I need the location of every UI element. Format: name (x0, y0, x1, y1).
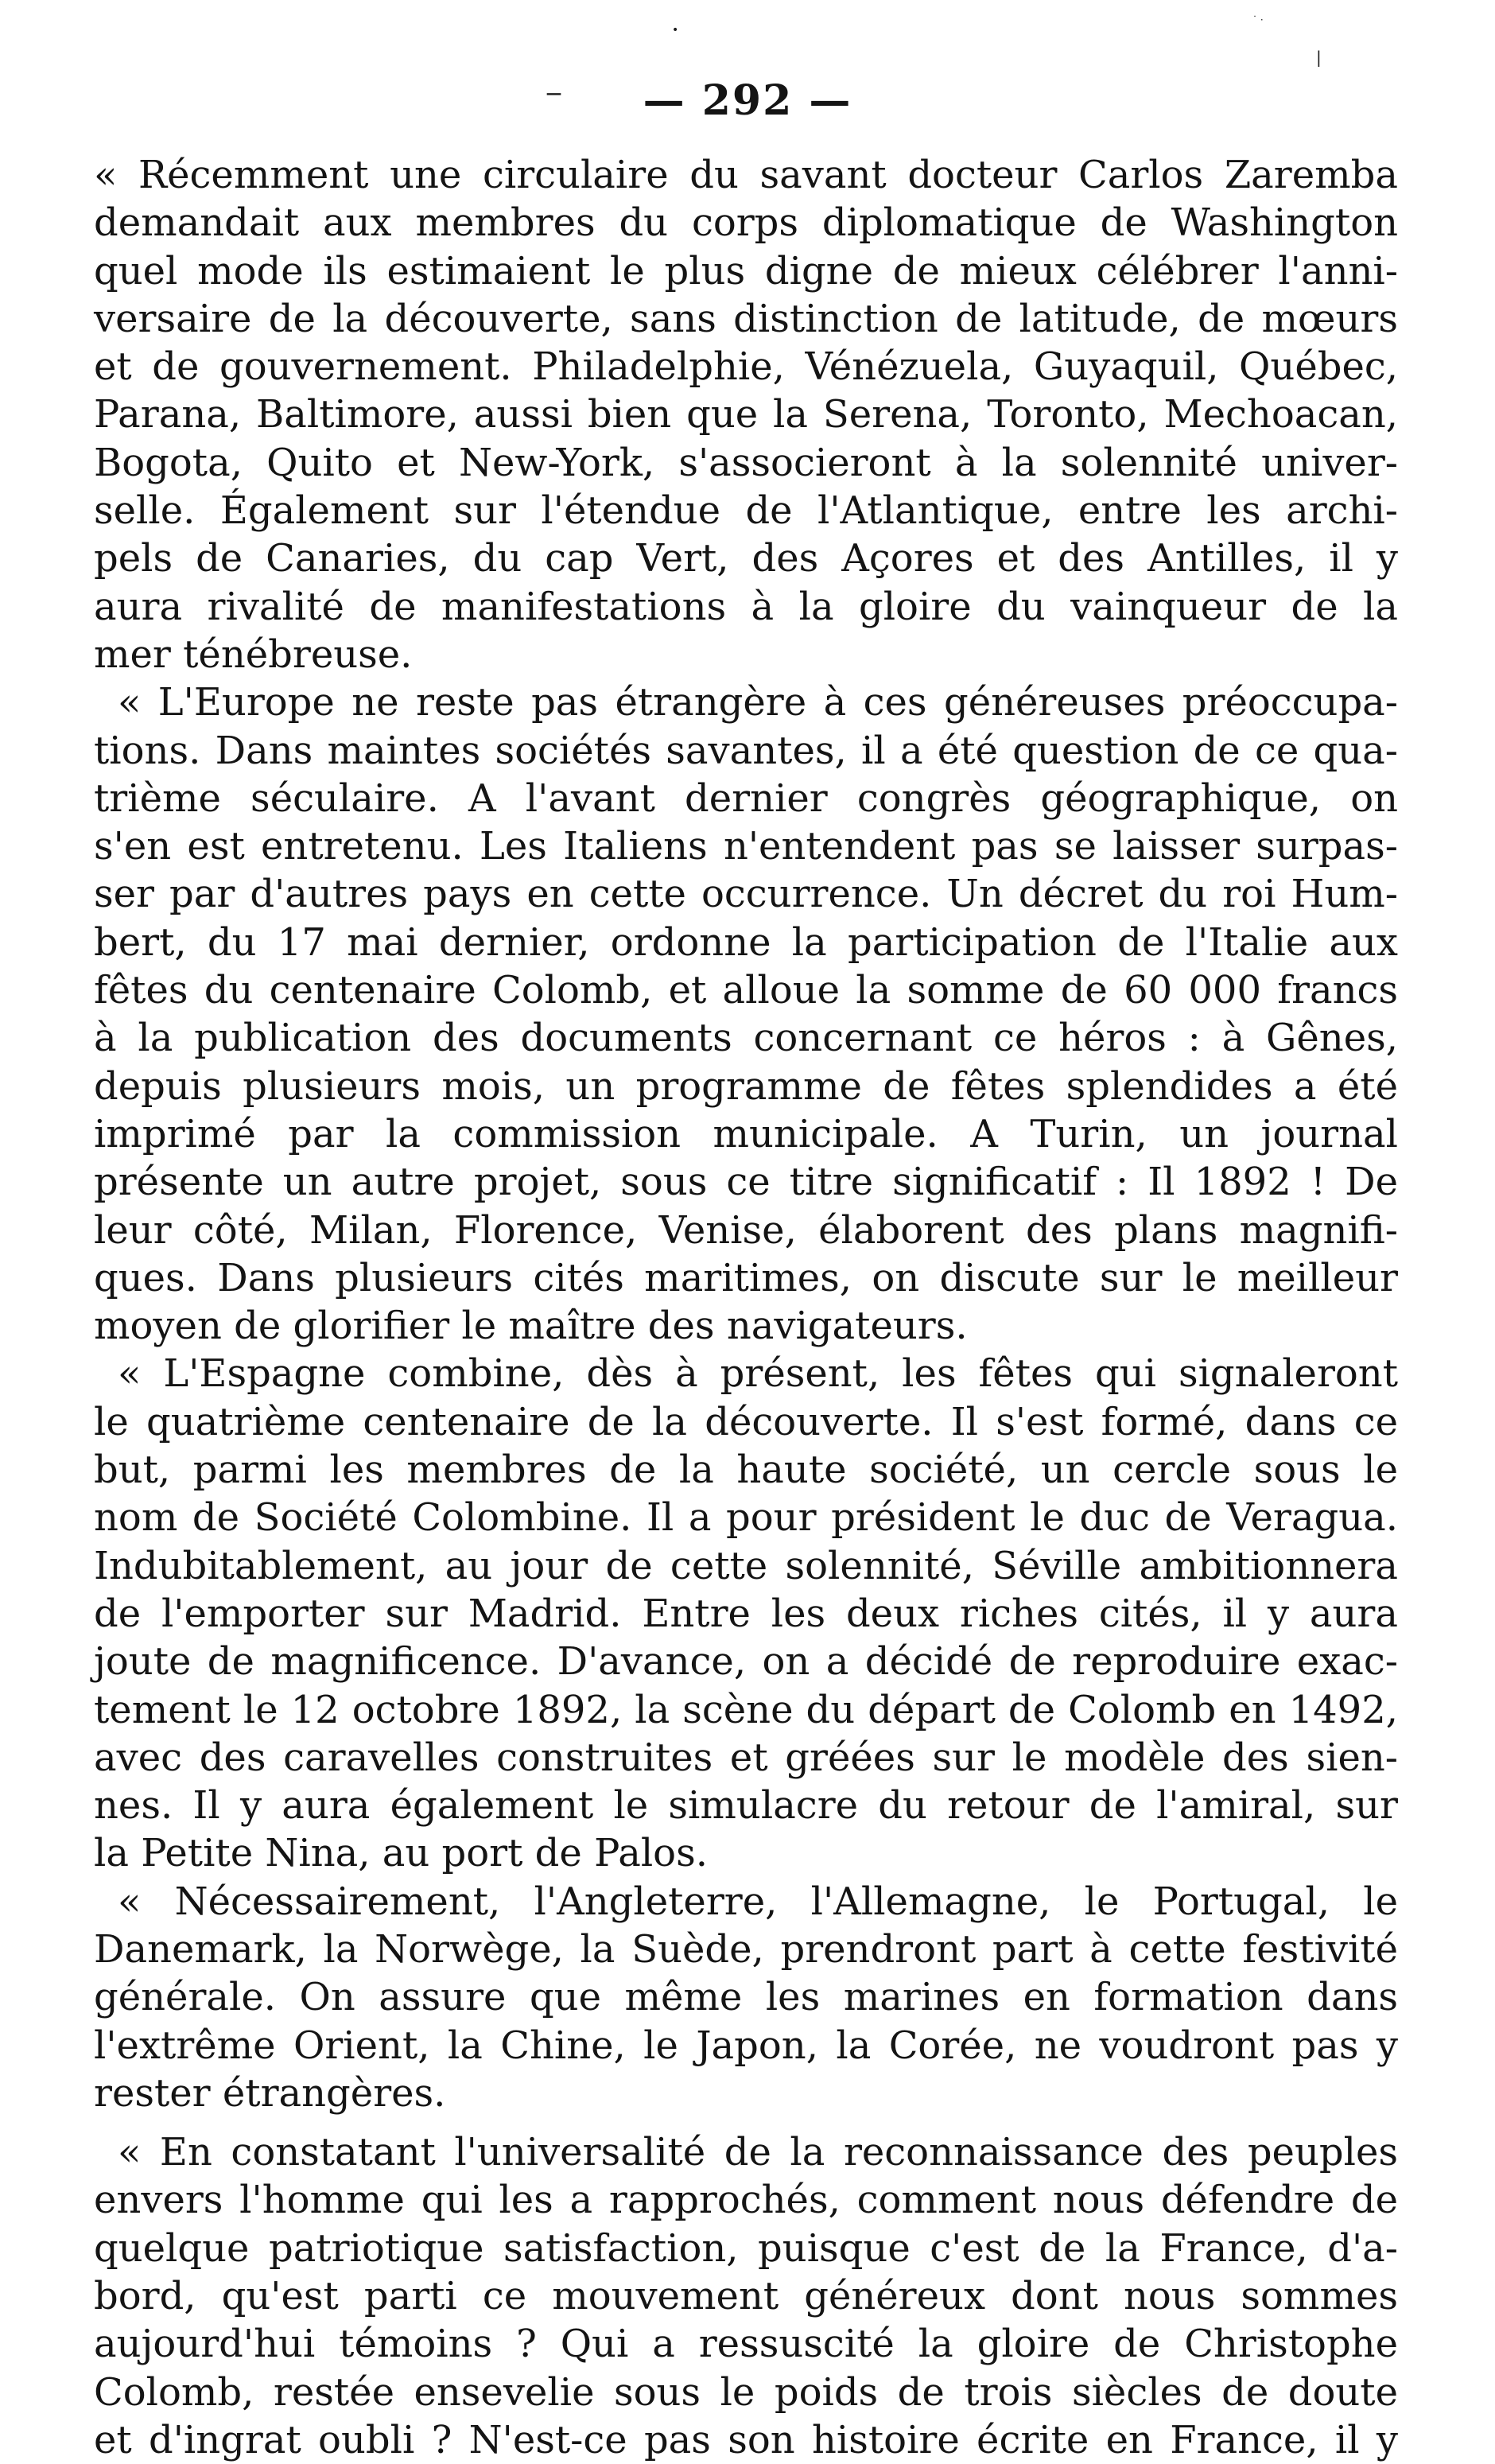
text-line: présente un autre projet, sous ce titre significatif : Il 1892 ! De (94, 1160, 1398, 1205)
page-number: — 292 — (643, 76, 852, 125)
text-line: nom de Société Colombine. Il a pour président le duc de Veragua. (94, 1495, 1398, 1541)
paragraph (94, 678, 1398, 1350)
text-line: aujourd'hui témoins ? Qui a ressuscité la gloire de Christophe (94, 2322, 1398, 2367)
text-line: tions. Dans maintes sociétés savantes, il a été question de ce qua- (94, 728, 1398, 773)
body-text (94, 151, 1398, 2464)
text-line: l'extrême Orient, la Chine, le Japon, la Corée, ne voudront pas y (94, 2023, 1398, 2068)
text-line: la Petite Nina, au port de Palos. (94, 1831, 708, 1876)
print-speck: ‾ (547, 89, 561, 121)
text-line: fêtes du centenaire Colomb, et alloue la somme de 60 000 francs (94, 968, 1398, 1013)
text-line: le quatrième centenaire de la découverte. Il s'est formé, dans ce (94, 1399, 1398, 1444)
text-line: s'en est entretenu. Les Italiens n'entendent pas se laisser surpas- (94, 824, 1398, 869)
print-speck: • (672, 24, 679, 37)
text-line: Parana, Baltimore, aussi bien que la Serena, Toronto, Mechoacan, (94, 392, 1398, 437)
print-speck: ˙ · (1252, 14, 1264, 25)
text-line: générale. On assure que même les marines en formation dans (94, 1975, 1398, 2020)
text-line: demandait aux membres du corps diplomatique de Washington (94, 200, 1398, 246)
text-line: nes. Il y aura également le simulacre du retour de l'amiral, sur (94, 1783, 1398, 1829)
text-line: « Nécessairement, l'Angleterre, l'Allemagne, le Portugal, le (118, 1879, 1398, 1924)
text-line: ques. Dans plusieurs cités maritimes, on discute sur le meilleur (94, 1255, 1398, 1300)
text-line: et d'ingrat oubli ? N'est-ce pas son histoire écrite en France, il y (94, 2417, 1398, 2462)
text-line: Indubitablement, au jour de cette solennité, Séville ambitionnera (94, 1543, 1398, 1588)
paragraph (94, 1350, 1398, 1877)
text-line: Colomb, restée ensevelie sous le poids de trois siècles de doute (94, 2369, 1398, 2415)
text-line: quelque patriotique satisfaction, puisque c'est de la France, d'a- (94, 2225, 1398, 2271)
text-line: de l'emporter sur Madrid. Entre les deux riches cités, il y aura (94, 1591, 1398, 1636)
text-line: quel mode ils estimaient le plus digne de mieux célébrer l'anni- (94, 248, 1398, 293)
text-line: tement le 12 octobre 1892, la scène du départ de Colomb en 1492, (94, 1687, 1398, 1732)
paragraph (94, 151, 1398, 678)
text-line: « En constatant l'universalité de la reconnaissance des peuples (118, 2130, 1398, 2175)
text-line: « L'Europe ne reste pas étrangère à ces généreuses préoccupa- (118, 680, 1398, 725)
text-line: leur côté, Milan, Florence, Venise, élaborent des plans magnifi- (94, 1207, 1398, 1253)
text-line: envers l'homme qui les a rapprochés, comment nous défendre de (94, 2178, 1398, 2223)
text-line: Danemark, la Norwège, la Suède, prendront part à cette festivité (94, 1926, 1398, 1972)
paragraph (94, 2128, 1398, 2464)
text-line: moyen de glorifier le maître des navigateurs. (94, 1304, 968, 1349)
text-line: trième séculaire. A l'avant dernier congrès géographique, on (94, 775, 1398, 821)
paragraph (94, 1878, 1398, 2117)
text-line: imprimé par la commission municipale. A Turin, un journal (94, 1111, 1398, 1156)
text-line: et de gouvernement. Philadelphie, Vénézuela, Guyaquil, Québec, (94, 344, 1398, 390)
text-line: selle. Également sur l'étendue de l'Atlantique, entre les archi- (94, 488, 1398, 534)
text-line: avec des caravelles construites et gréées sur le modèle des sien- (94, 1735, 1398, 1780)
text-line: bord, qu'est parti ce mouvement généreux dont nous sommes (94, 2274, 1398, 2319)
text-line: « Récemment une circulaire du savant docteur Carlos Zaremba (94, 153, 1398, 197)
text-line: joute de magnificence. D'avance, on a décidé de reproduire exac- (94, 1639, 1398, 1685)
text-line: à la publication des documents concernant ce héros : à Gênes, (94, 1016, 1398, 1061)
text-line: depuis plusieurs mois, un programme de fêtes splendides a été (94, 1063, 1398, 1109)
text-line: but, parmi les membres de la haute société, un cercle sous le (94, 1448, 1398, 1493)
text-line: bert, du 17 mai dernier, ordonne la participation de l'Italie aux (94, 919, 1398, 965)
text-line: mer ténébreuse. (94, 632, 413, 677)
text-line: pels de Canaries, du cap Vert, des Açores et des Antilles, il y (94, 536, 1398, 581)
text-line: versaire de la découverte, sans distinction de latitude, de mœurs (94, 296, 1398, 341)
text-line: Bogota, Quito et New-York, s'associeront à la solennité univer- (94, 440, 1398, 485)
text-line: « L'Espagne combine, dès à présent, les fêtes qui signaleront (118, 1351, 1398, 1397)
print-speck: | (1316, 48, 1322, 67)
text-line: ser par d'autres pays en cette occurrence. Un décret du roi Hum- (94, 872, 1398, 917)
text-line: aura rivalité de manifestations à la gloire du vainqueur de la (94, 584, 1398, 629)
text-line: rester étrangères. (94, 2070, 446, 2116)
